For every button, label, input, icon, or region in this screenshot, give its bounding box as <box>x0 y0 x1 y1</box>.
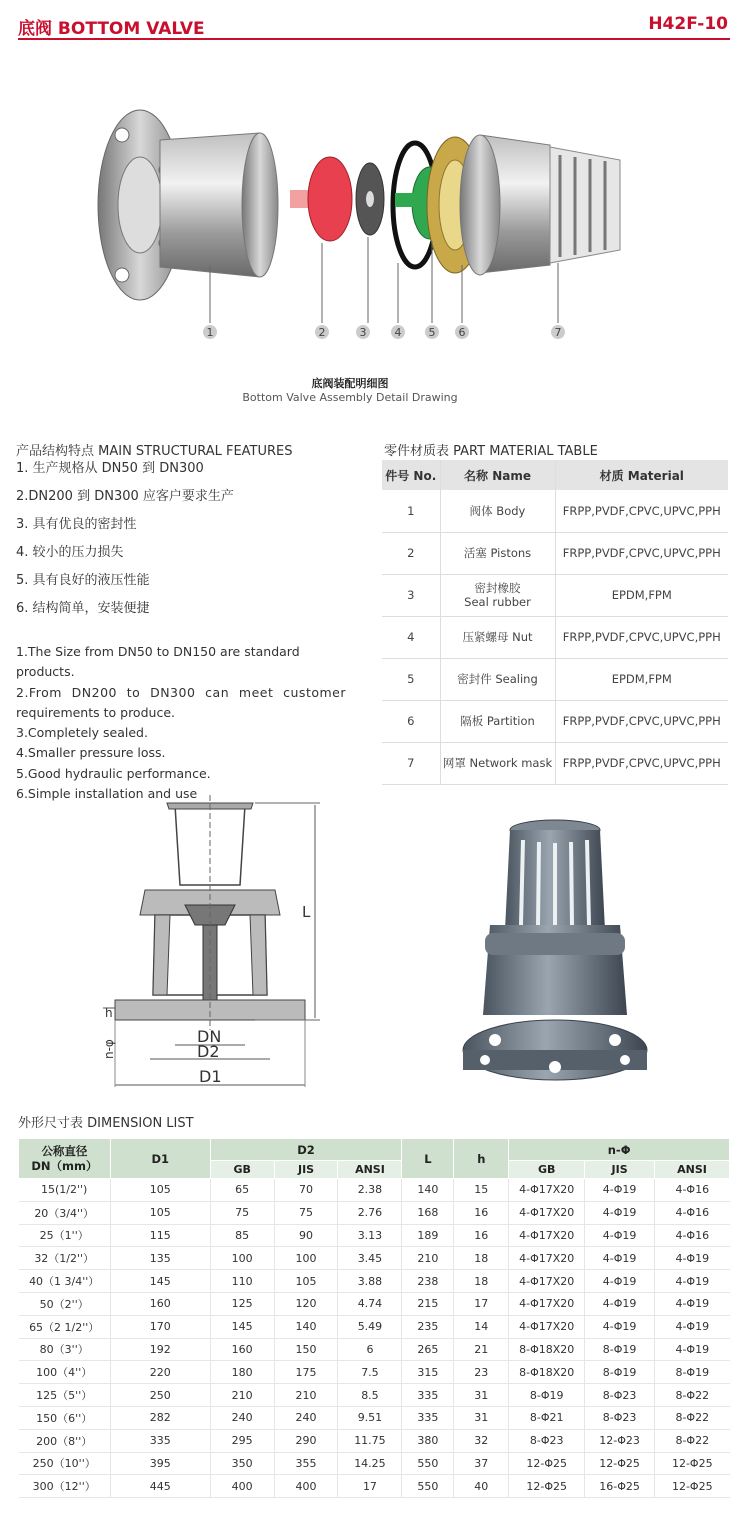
table-cell: 4-Φ19 <box>585 1315 655 1338</box>
table-cell: 16-Φ25 <box>585 1475 655 1498</box>
part-label: 1 <box>206 326 214 339</box>
table-cell: 8.5 <box>338 1384 402 1407</box>
table-cell: 8-Φ23 <box>585 1406 655 1429</box>
table-cell: 238 <box>402 1270 454 1293</box>
table-cell: 4-Φ17X20 <box>509 1292 585 1315</box>
table-cell: 23 <box>454 1361 509 1384</box>
table-cell: 8-Φ22 <box>655 1406 730 1429</box>
table-row <box>382 490 728 532</box>
table-row <box>19 1475 730 1498</box>
table-cell: 150（6''） <box>19 1406 111 1429</box>
table-cell: 4-Φ19 <box>655 1270 730 1293</box>
table-cell: 445 <box>110 1475 210 1498</box>
table-cell: 4-Φ19 <box>655 1292 730 1315</box>
table-cell: EPDM,FPM <box>555 658 728 700</box>
features-cn-list <box>16 460 356 628</box>
table-cell: 32（1/2''） <box>19 1247 111 1270</box>
table-row <box>382 574 728 616</box>
table-row <box>19 1224 730 1247</box>
table-cell: 7 <box>382 742 440 784</box>
table-row <box>19 1361 730 1384</box>
dimension-table <box>18 1138 730 1498</box>
table-cell: 400 <box>274 1475 338 1498</box>
table-cell: 189 <box>402 1224 454 1247</box>
table-cell: 120 <box>274 1292 338 1315</box>
table-cell: 50（2''） <box>19 1292 111 1315</box>
table-cell: 8-Φ19 <box>585 1361 655 1384</box>
dim-label-d2: D2 <box>197 1042 220 1061</box>
table-cell: 350 <box>210 1452 274 1475</box>
feature-item: 6. 结构简单，安装便捷 <box>16 601 150 616</box>
table-cell: 220 <box>110 1361 210 1384</box>
feature-en-item: 5.Good hydraulic performance. <box>16 765 211 781</box>
feature-item: 5. 具有良好的液压性能 <box>16 573 150 588</box>
table-cell: 180 <box>210 1361 274 1384</box>
section-drawing <box>95 795 335 1095</box>
table-cell: 335 <box>402 1384 454 1407</box>
assembly-drawing <box>80 95 680 355</box>
table-cell: 4-Φ16 <box>655 1201 730 1224</box>
feature-en-item: 3.Completely sealed. <box>16 725 148 741</box>
table-cell: 210 <box>210 1384 274 1407</box>
table-cell: 335 <box>110 1429 210 1452</box>
dim-label-nphi: n-φ <box>102 1039 116 1059</box>
table-cell: 4-Φ19 <box>655 1315 730 1338</box>
table-cell: 4-Φ17X20 <box>509 1247 585 1270</box>
dim-label-d1: D1 <box>199 1067 222 1086</box>
table-cell: 125（5''） <box>19 1384 111 1407</box>
table-cell: 380 <box>402 1429 454 1452</box>
table-cell: 3.45 <box>338 1247 402 1270</box>
table-cell: 4-Φ19 <box>585 1201 655 1224</box>
sub-header: ANSI <box>655 1161 730 1179</box>
table-cell: 240 <box>274 1406 338 1429</box>
table-cell: 4-Φ19 <box>655 1338 730 1361</box>
table-cell: 阀体 Body <box>440 490 555 532</box>
table-cell: 4-Φ19 <box>585 1224 655 1247</box>
table-cell: 250 <box>110 1384 210 1407</box>
table-cell: 4-Φ17X20 <box>509 1201 585 1224</box>
feature-item: 4. 较小的压力损失 <box>16 545 124 560</box>
table-row <box>382 616 728 658</box>
table-cell: 150 <box>274 1338 338 1361</box>
table-row <box>19 1315 730 1338</box>
table-cell: 6 <box>382 700 440 742</box>
table-cell: 21 <box>454 1338 509 1361</box>
table-cell: 175 <box>274 1361 338 1384</box>
col-header: 材质 Material <box>555 460 728 490</box>
feature-en-item: 2.From DN200 to DN300 can meet customer <box>16 684 346 700</box>
table-cell: 160 <box>110 1292 210 1315</box>
feature-en-item: requirements to produce. <box>16 704 175 720</box>
table-cell: 4-Φ16 <box>655 1224 730 1247</box>
table-row <box>382 532 728 574</box>
table-cell: 145 <box>110 1270 210 1293</box>
table-cell: 网罩 Network mask <box>440 742 555 784</box>
table-cell: 31 <box>454 1406 509 1429</box>
table-cell: 14 <box>454 1315 509 1338</box>
table-cell: 115 <box>110 1224 210 1247</box>
col-header-d1: D1 <box>110 1139 210 1179</box>
table-cell: 37 <box>454 1452 509 1475</box>
part-label: 7 <box>554 326 562 339</box>
table-cell: 3.88 <box>338 1270 402 1293</box>
table-cell: 16 <box>454 1201 509 1224</box>
table-cell: 192 <box>110 1338 210 1361</box>
table-row <box>382 700 728 742</box>
table-cell: 210 <box>274 1384 338 1407</box>
table-cell: 8-Φ19 <box>655 1361 730 1384</box>
table-cell: 2.76 <box>338 1201 402 1224</box>
table-cell: 4-Φ19 <box>655 1247 730 1270</box>
table-cell: 5 <box>382 658 440 700</box>
table-cell: 11.75 <box>338 1429 402 1452</box>
feature-en-item: 1.The Size from DN50 to DN150 are standard products. <box>16 644 300 680</box>
assembly-caption-en: Bottom Valve Assembly Detail Drawing <box>242 391 458 404</box>
table-cell: 355 <box>274 1452 338 1475</box>
table-cell: 170 <box>110 1315 210 1338</box>
part-label: 4 <box>394 326 402 339</box>
table-cell: 4-Φ19 <box>585 1292 655 1315</box>
col-header-l: L <box>402 1139 454 1179</box>
table-cell: 4-Φ16 <box>655 1179 730 1202</box>
table-cell: 4-Φ17X20 <box>509 1224 585 1247</box>
col-header-h: h <box>454 1139 509 1179</box>
table-cell: 75 <box>210 1201 274 1224</box>
table-row <box>382 742 728 784</box>
table-cell: FRPP,PVDF,CPVC,UPVC,PPH <box>555 616 728 658</box>
col-header: 件号 No. <box>382 460 440 490</box>
table-cell: 17 <box>338 1475 402 1498</box>
table-cell: 290 <box>274 1429 338 1452</box>
table-cell: 335 <box>402 1406 454 1429</box>
table-cell: 135 <box>110 1247 210 1270</box>
table-cell: 125 <box>210 1292 274 1315</box>
table-cell: 14.25 <box>338 1452 402 1475</box>
dim-label-dn: DN <box>197 1027 222 1046</box>
table-cell: 300（12''） <box>19 1475 111 1498</box>
table-cell: 12-Φ25 <box>585 1452 655 1475</box>
table-cell: 8-Φ22 <box>655 1429 730 1452</box>
table-cell: 140 <box>274 1315 338 1338</box>
table-cell: 12-Φ25 <box>655 1475 730 1498</box>
table-row <box>19 1201 730 1224</box>
table-row <box>382 658 728 700</box>
table-cell: 145 <box>210 1315 274 1338</box>
table-cell: 265 <box>402 1338 454 1361</box>
table-cell: 168 <box>402 1201 454 1224</box>
table-cell: 密封件 Sealing <box>440 658 555 700</box>
table-cell: 4-Φ19 <box>585 1247 655 1270</box>
col-header-nphi: n-Φ <box>509 1139 730 1161</box>
table-cell: 9.51 <box>338 1406 402 1429</box>
table-cell: 8-Φ18X20 <box>509 1361 585 1384</box>
part-label: 2 <box>318 326 326 339</box>
table-cell: 240 <box>210 1406 274 1429</box>
table-cell: 210 <box>402 1247 454 1270</box>
col-header-d2: D2 <box>210 1139 402 1161</box>
table-cell: 65（2 1/2''） <box>19 1315 111 1338</box>
table-cell: 活塞 Pistons <box>440 532 555 574</box>
table-cell: 4-Φ19 <box>585 1270 655 1293</box>
table-cell: 16 <box>454 1224 509 1247</box>
table-cell: 85 <box>210 1224 274 1247</box>
table-cell: 压紧螺母 Nut <box>440 616 555 658</box>
table-cell: 8-Φ19 <box>585 1338 655 1361</box>
table-cell: 6 <box>338 1338 402 1361</box>
table-cell: EPDM,FPM <box>555 574 728 616</box>
table-cell: 400 <box>210 1475 274 1498</box>
table-cell: 25（1''） <box>19 1224 111 1247</box>
table-cell: 12-Φ25 <box>509 1475 585 1498</box>
table-cell: 18 <box>454 1270 509 1293</box>
table-cell: 40 <box>454 1475 509 1498</box>
table-cell: 110 <box>210 1270 274 1293</box>
table-cell: 8-Φ18X20 <box>509 1338 585 1361</box>
table-row <box>19 1452 730 1475</box>
table-row <box>19 1247 730 1270</box>
table-cell: 15 <box>454 1179 509 1202</box>
table-cell: 550 <box>402 1475 454 1498</box>
table-cell: 20（3/4''） <box>19 1201 111 1224</box>
table-cell: 100（4''） <box>19 1361 111 1384</box>
table-cell: FRPP,PVDF,CPVC,UPVC,PPH <box>555 700 728 742</box>
table-cell: 40（1 3/4''） <box>19 1270 111 1293</box>
table-cell: 550 <box>402 1452 454 1475</box>
col-header-nominal: 公称直径 DN（mm） <box>19 1139 111 1179</box>
table-cell: 8-Φ23 <box>509 1429 585 1452</box>
table-cell: 100 <box>210 1247 274 1270</box>
table-cell: 215 <box>402 1292 454 1315</box>
table-cell: 160 <box>210 1338 274 1361</box>
table-cell: 密封橡胶 Seal rubber <box>440 574 555 616</box>
table-cell: 4-Φ19 <box>585 1179 655 1202</box>
table-row <box>19 1384 730 1407</box>
features-title: 产品结构特点 MAIN STRUCTURAL FEATURES <box>16 444 293 459</box>
col-header: 名称 Name <box>440 460 555 490</box>
part-label: 3 <box>359 326 367 339</box>
table-cell: 65 <box>210 1179 274 1202</box>
table-cell: 3.13 <box>338 1224 402 1247</box>
table-cell: 7.5 <box>338 1361 402 1384</box>
part-label: 6 <box>458 326 466 339</box>
table-cell: 90 <box>274 1224 338 1247</box>
dim-label-h: h <box>105 1006 113 1020</box>
table-cell: 12-Φ25 <box>509 1452 585 1475</box>
table-cell: 4-Φ17X20 <box>509 1315 585 1338</box>
table-cell: 315 <box>402 1361 454 1384</box>
dim-label-l: L <box>302 903 311 921</box>
table-cell: 70 <box>274 1179 338 1202</box>
features-en-list <box>16 642 346 804</box>
table-cell: 1 <box>382 490 440 532</box>
table-cell: 8-Φ23 <box>585 1384 655 1407</box>
part-label: 5 <box>428 326 436 339</box>
table-cell: 80（3''） <box>19 1338 111 1361</box>
sub-header: GB <box>210 1161 274 1179</box>
feature-item: 2.DN200 到 DN300 应客户要求生产 <box>16 489 234 504</box>
table-cell: 4-Φ17X20 <box>509 1270 585 1293</box>
product-photo <box>455 815 655 1100</box>
assembly-caption-cn: 底阀装配明细图 <box>311 377 389 390</box>
table-cell: 8-Φ21 <box>509 1406 585 1429</box>
table-row <box>19 1406 730 1429</box>
table-row <box>19 1179 730 1202</box>
table-cell: 250（10''） <box>19 1452 111 1475</box>
table-cell: 4 <box>382 616 440 658</box>
table-cell: 4-Φ17X20 <box>509 1179 585 1202</box>
table-cell: FRPP,PVDF,CPVC,UPVC,PPH <box>555 742 728 784</box>
table-cell: 隔板 Partition <box>440 700 555 742</box>
table-row <box>19 1338 730 1361</box>
feature-item: 1. 生产规格从 DN50 到 DN300 <box>16 461 204 476</box>
table-cell: 200（8''） <box>19 1429 111 1452</box>
material-table-title: 零件材质表 PART MATERIAL TABLE <box>384 444 598 459</box>
feature-en-item: 4.Smaller pressure loss. <box>16 745 166 761</box>
dimension-table-title: 外形尺寸表 DIMENSION LIST <box>18 1116 194 1131</box>
sub-header: JIS <box>274 1161 338 1179</box>
table-cell: FRPP,PVDF,CPVC,UPVC,PPH <box>555 532 728 574</box>
table-row <box>19 1292 730 1315</box>
table-cell: 2.38 <box>338 1179 402 1202</box>
table-cell: 105 <box>274 1270 338 1293</box>
page-title: 底阀 BOTTOM VALVE <box>18 19 205 39</box>
table-cell: 235 <box>402 1315 454 1338</box>
table-cell: 295 <box>210 1429 274 1452</box>
table-cell: 31 <box>454 1384 509 1407</box>
table-cell: 3 <box>382 574 440 616</box>
table-cell: 100 <box>274 1247 338 1270</box>
material-table <box>382 460 728 785</box>
table-cell: 12-Φ23 <box>585 1429 655 1452</box>
table-cell: 8-Φ22 <box>655 1384 730 1407</box>
table-cell: 17 <box>454 1292 509 1315</box>
table-cell: 12-Φ25 <box>655 1452 730 1475</box>
table-cell: 18 <box>454 1247 509 1270</box>
page-header <box>18 10 730 40</box>
table-cell: 2 <box>382 532 440 574</box>
table-cell: 75 <box>274 1201 338 1224</box>
table-cell: 105 <box>110 1201 210 1224</box>
table-cell: 4.74 <box>338 1292 402 1315</box>
table-row <box>19 1270 730 1293</box>
table-cell: 105 <box>110 1179 210 1202</box>
table-cell: 140 <box>402 1179 454 1202</box>
table-cell: 395 <box>110 1452 210 1475</box>
table-cell: 32 <box>454 1429 509 1452</box>
feature-en-item: 6.Simple installation and use <box>16 786 198 802</box>
table-row <box>19 1429 730 1452</box>
sub-header: ANSI <box>338 1161 402 1179</box>
sub-header: GB <box>509 1161 585 1179</box>
table-cell: FRPP,PVDF,CPVC,UPVC,PPH <box>555 490 728 532</box>
model-number: H42F-10 <box>648 14 728 34</box>
sub-header: JIS <box>585 1161 655 1179</box>
table-cell: 8-Φ19 <box>509 1384 585 1407</box>
table-cell: 15(1/2'') <box>19 1179 111 1202</box>
table-cell: 5.49 <box>338 1315 402 1338</box>
table-cell: 282 <box>110 1406 210 1429</box>
feature-item: 3. 具有优良的密封性 <box>16 517 137 532</box>
